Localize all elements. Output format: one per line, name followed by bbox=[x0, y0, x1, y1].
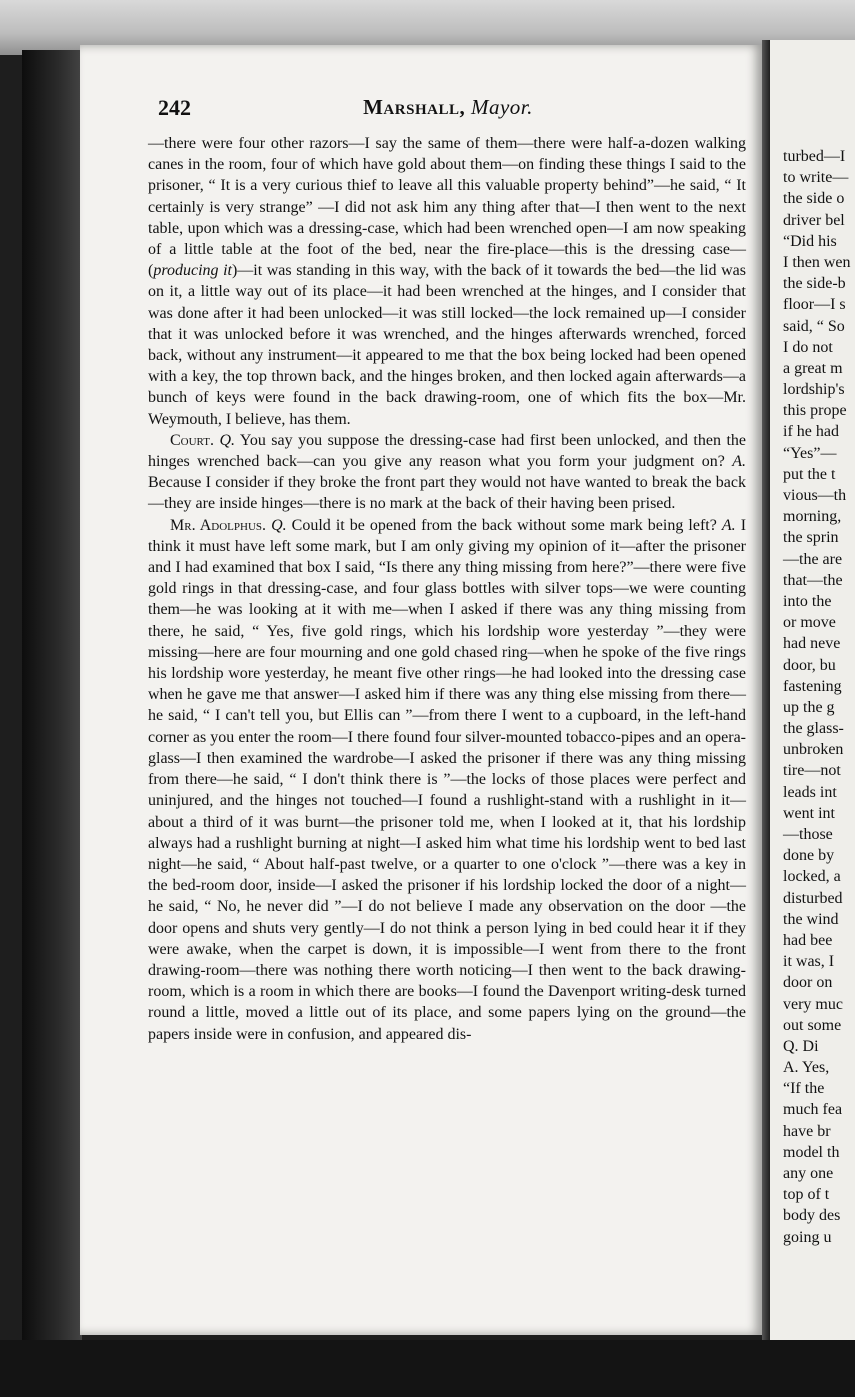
speaker-adolphus: Mr. Adolphus. bbox=[170, 516, 267, 534]
paragraph-1-rest: )—it was standing in this way, with the back of it towards the bed—the lid was on it, a little way out of its place—it had been wrenched at the hinges, and I consider that was done after it had been unlocked—it was still locked—the lock remained up—I consider that it was unlocked before it was wrenched, and the hinges afterwards wrenched, forced back, without any instrument—it appeared to me that the box being locked had been opened with a key, the top thrown back, and the hinges broken, and then locked again afterwards—a bunch of keys were found in the back drawing-room, one of which fits the box—Mr. Weymouth, I believe, has them. bbox=[148, 262, 746, 428]
right-page-line: out some bbox=[783, 1016, 842, 1034]
right-page-line: this prope bbox=[783, 402, 847, 420]
right-page-line: tire—not bbox=[783, 762, 841, 780]
right-page-line: fastening bbox=[783, 677, 842, 695]
right-page-line: driver bel bbox=[783, 211, 845, 229]
stage-direction: producing it bbox=[153, 262, 232, 280]
question-marker: Q. bbox=[219, 431, 235, 449]
right-page-line: “Yes”— bbox=[783, 444, 837, 462]
right-page-line: into the bbox=[783, 592, 832, 610]
right-page-line: unbroken bbox=[783, 741, 844, 759]
running-head-title: Mayor. bbox=[470, 95, 533, 119]
right-page-line: floor—I s bbox=[783, 296, 846, 314]
right-page-line: a great m bbox=[783, 359, 843, 377]
right-page-line: had neve bbox=[783, 635, 841, 653]
right-page-line: that—the bbox=[783, 571, 843, 589]
left-page bbox=[80, 45, 762, 1335]
right-page-line: vious—th bbox=[783, 487, 847, 504]
right-page-line: the glass- bbox=[783, 720, 844, 738]
right-page-line: I do not bbox=[783, 338, 833, 356]
right-page-line: much fea bbox=[783, 1101, 843, 1119]
speaker-court: Court. bbox=[170, 431, 214, 449]
right-page-line: said, “ So bbox=[783, 317, 845, 335]
right-page-line: A. Yes, bbox=[783, 1059, 830, 1077]
right-page-line: went int bbox=[783, 804, 835, 822]
right-page-line: the sprin bbox=[783, 529, 839, 547]
right-page-line: very muc bbox=[783, 995, 843, 1013]
paragraph-1-text: —there were four other razors—I say the same of them—there were half-a-dozen walking canes in the room, four of which have gold about them—on finding these things I said to the prisoner, “ It is a very curious thief to leave all this valuable property behind”—he said, “ It certainly is very strange” —I did not ask him any thing after that—I then went to the next table, upon which was a dressing-case, which had been wrenched open—I am now speaking of a little table at the foot of the bed, near the fire-place—this is the dressing case—( bbox=[148, 135, 746, 280]
right-page-line: any one bbox=[783, 1165, 834, 1182]
right-page-line: morning, bbox=[783, 508, 842, 526]
answer-marker: A. bbox=[732, 453, 747, 471]
right-page-line: body des bbox=[783, 1207, 841, 1225]
running-head-name: Marshall, bbox=[363, 95, 466, 119]
answer-text: Because I consider if they broke the front part they would not have wanted to break the back—they are inside hinges—there is no mark at the back of their having been prised. bbox=[148, 474, 746, 513]
right-page-line: the wind bbox=[783, 910, 839, 928]
right-page-line: I then wen bbox=[783, 253, 851, 271]
right-page-line: up the g bbox=[783, 698, 835, 716]
right-page-line: door, bu bbox=[783, 656, 836, 674]
question-text: You say you suppose the dressing-case had first been unlocked, and then the hinges wrenched back—can you give any reason what you form your judgment on? bbox=[148, 431, 746, 471]
right-page-line: put the t bbox=[783, 465, 836, 483]
paragraph-3 bbox=[148, 515, 746, 1045]
right-page-edge bbox=[770, 40, 855, 1340]
right-page-line: Q. Di bbox=[783, 1037, 819, 1055]
question-text: Could it be opened from the back without some mark being left? bbox=[291, 516, 717, 534]
right-page-line: lordship's bbox=[783, 381, 845, 399]
right-page-line: —the are bbox=[783, 550, 843, 568]
right-page-line: disturbed bbox=[783, 889, 843, 907]
right-page-line: locked, a bbox=[783, 868, 841, 886]
running-head bbox=[158, 95, 738, 120]
right-page-line: going u bbox=[783, 1228, 832, 1246]
question-marker: Q. bbox=[271, 516, 287, 534]
right-page-line: it was, I bbox=[783, 953, 835, 971]
answer-text: I think it must have left some mark, but I am only giving my opinion of it—after the prisoner and I had examined that box I said, “Is there any thing missing from here?”—there were five gold rings in that dressing-case, and four glass bottles with silver tops—we were counting them—he was looking at it with me—when I asked if there was any thing missing from there, he said, “ Yes, five gold rings, which his lordship wore yesterday ”—they were missing—here are four mourning and one gold chased ring—when he spoke of the five rings his lordship wore yesterday, he meant five other rings—he had looked into the dressing case when he gave me that answer—I asked him if there was any thing else missing from there—he said, “ I can't tell you, but Ellis can ”—from there I went to a cupboard, in the left-hand corner as you enter the room—I there found four silver-mounted tobacco-pipes and an opera-glass—I then examined the wardrobe—I asked the prisoner if there was any thing missing from there—he said, “ I don't think there is ”—the locks of those places were perfect and uninjured, and the hinges not touched—I found a rushlight-stand with a rushlight in it—about a third of it was burnt—the prisoner told me, when I looked at it, that his lordship always had a rushlight burning at night—I asked him what time his lordship went to bed last night—he said, “ About half-past twelve, or a quarter to one o'clock ”—there was a key in the bed-room door, inside—I asked the prisoner if his lordship locked the door of a night—he said, “ No, he never did ”—I do not believe I made any observation on the door —the door opens and shuts very gently—I do not think a person lying in bed could hear it if they were awake, when the carpet is down, it is impossible—I went from there to the front drawing-room—there was nothing there worth noticing—I then went to the back drawing-room, which is a room in which there are books—I found the Davenport writing-desk turned round a little, moved a little out of its place, and some papers lying on the ground—the papers inside were in confusion, and appeared dis- bbox=[148, 516, 747, 1043]
right-page-line: had bee bbox=[783, 931, 833, 949]
answer-marker: A. bbox=[721, 516, 736, 534]
right-page-line: the side o bbox=[783, 190, 845, 208]
right-page-text bbox=[783, 146, 851, 1248]
right-page-line: —those bbox=[783, 826, 833, 843]
right-page-line: to write— bbox=[783, 169, 849, 187]
right-page-line: turbed—I bbox=[783, 148, 846, 165]
page-header bbox=[158, 95, 738, 127]
page-number: 242 bbox=[158, 95, 191, 120]
right-page-line: the side-b bbox=[783, 275, 846, 293]
right-page-line: “Did his bbox=[783, 232, 837, 250]
right-page-line: or move bbox=[783, 614, 836, 632]
paragraph-1 bbox=[148, 133, 746, 430]
right-page-line: have br bbox=[783, 1122, 831, 1140]
book-spine bbox=[22, 50, 82, 1340]
right-page-line: leads int bbox=[783, 783, 837, 801]
body-text bbox=[148, 133, 746, 1045]
right-page-line: “If the bbox=[783, 1080, 825, 1098]
right-page-line: door on bbox=[783, 974, 833, 992]
right-page-line: top of t bbox=[783, 1186, 830, 1204]
right-page-line: done by bbox=[783, 847, 835, 865]
right-page-line: model th bbox=[783, 1143, 840, 1161]
paragraph-2 bbox=[148, 430, 746, 515]
right-page-line: if he had bbox=[783, 423, 839, 441]
scan-bottom-margin bbox=[0, 1340, 855, 1397]
